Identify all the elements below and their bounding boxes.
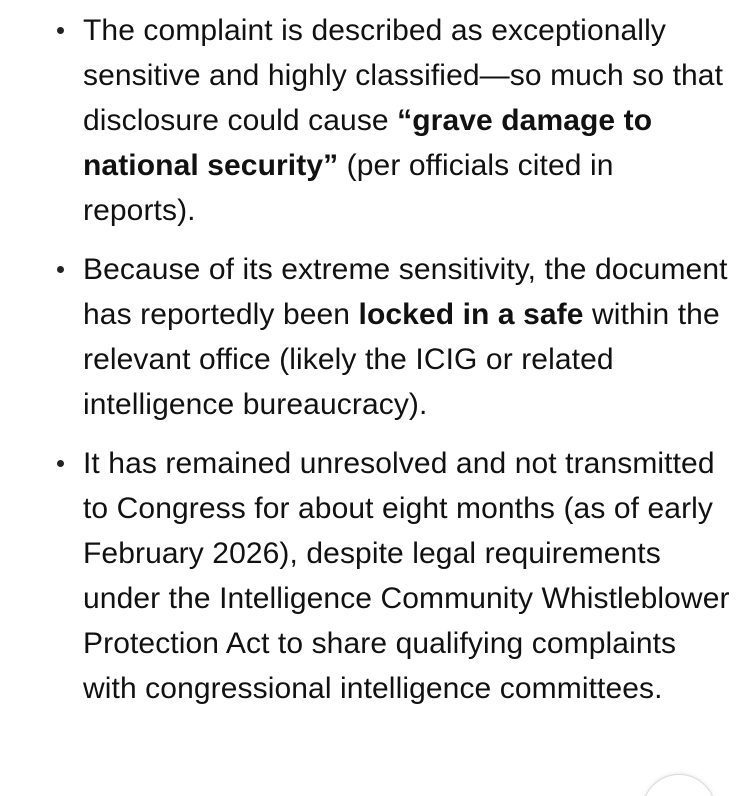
bullet-bold-phrase: locked in a safe <box>358 298 584 331</box>
bullet-dot-icon <box>57 460 64 467</box>
bullet-item-classification <box>0 8 750 233</box>
bullet-text: (per officials cited in reports). <box>83 149 614 227</box>
bullet-text: It has remained unresolved and not transmitted to Congress for about eight months (as of early February 2026), despite legal requirements under the Intelligence Community Whistleblower Protection Act to share qualifying complaints with congressional intelligence committees. <box>83 447 730 705</box>
bullet-dot-icon <box>57 27 64 34</box>
bullet-dot-icon <box>57 266 64 273</box>
bullet-text: The complaint is described as exceptionally sensitive and highly classified—so much so that disclosure could cause <box>83 14 724 137</box>
bullet-item-safe <box>0 247 750 427</box>
bullet-text: within the relevant office (likely the ICIG or related intelligence bureaucracy). <box>83 298 720 421</box>
bullet-text: Because of its extreme sensitivity, the document has reportedly been <box>83 253 728 331</box>
floating-action-button[interactable] <box>642 774 716 796</box>
bullet-list <box>0 8 750 711</box>
bullet-bold-quote: “grave damage to national security” <box>83 104 653 182</box>
bullet-item-unresolved <box>0 441 750 711</box>
